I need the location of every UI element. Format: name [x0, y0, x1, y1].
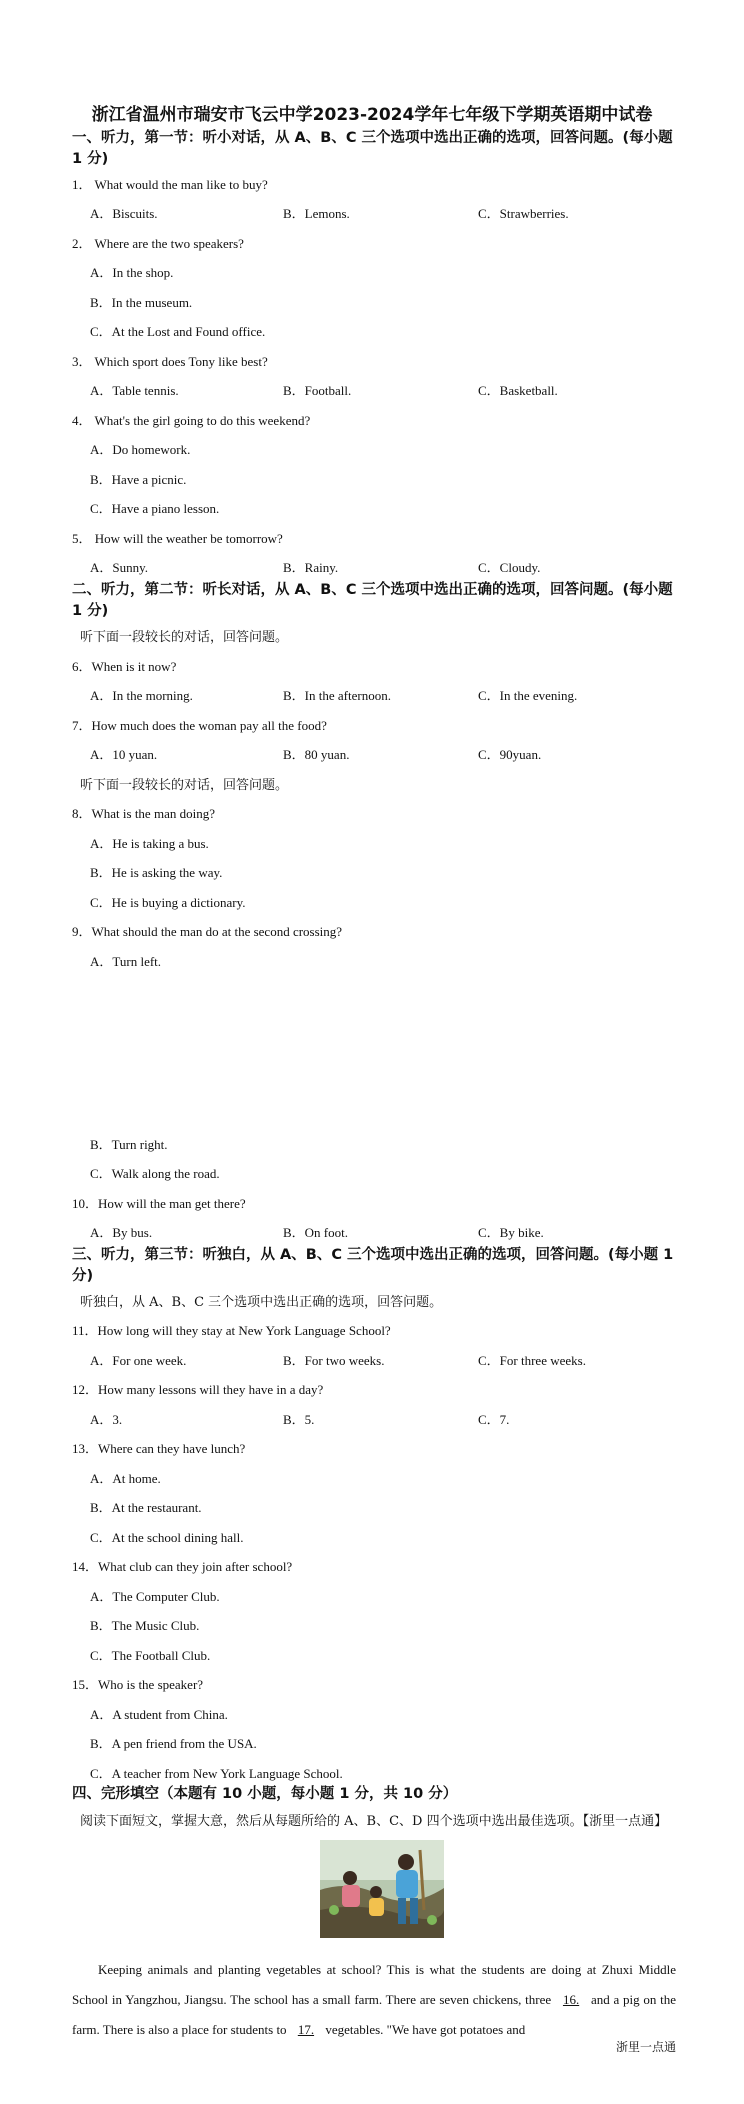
section-4-instruction: 阅读下面短文，掌握大意，然后从每题所给的 A、B、C、D 四个选项中选出最佳选项。【浙里一点通】: [80, 1814, 668, 1829]
option-5b: B．Rainy.: [283, 560, 339, 575]
option-7b: B．80 yuan.: [283, 747, 350, 762]
option-1c: C．Strawberries.: [478, 206, 569, 221]
option-5a: A．Sunny.: [90, 560, 149, 575]
option-11b: B．For two weeks.: [283, 1353, 385, 1368]
option-2a: A．In the shop.: [90, 265, 174, 280]
option-15b: B．A pen friend from the USA.: [90, 1736, 257, 1751]
option-4c: C．Have a piano lesson.: [90, 501, 220, 516]
option-4b: B．Have a picnic.: [90, 472, 187, 487]
question-4: 4． What's the girl going to do this weekend?: [72, 413, 311, 428]
option-11a: A．For one week.: [90, 1353, 187, 1368]
option-1a: A．Biscuits.: [90, 206, 158, 221]
section-2-instruction-b: 听下面一段较长的对话，回答问题。: [80, 778, 289, 793]
option-10b: B．On foot.: [283, 1225, 349, 1240]
option-8a: A．He is taking a bus.: [90, 836, 209, 851]
question-7: 7．How much does the woman pay all the food?: [72, 718, 327, 733]
option-10c: C．By bike.: [478, 1225, 544, 1240]
option-3c: C．Basketball.: [478, 383, 558, 398]
option-10a: A．By bus.: [90, 1225, 153, 1240]
question-9: 9．What should the man do at the second crossing?: [72, 924, 343, 939]
option-9c: C．Walk along the road.: [90, 1166, 220, 1181]
option-2b: B．In the museum.: [90, 295, 193, 310]
section-3-instruction: 听独白，从 A、B、C 三个选项中选出正确的选项，回答问题。: [80, 1295, 443, 1310]
passage-text-3: vegetables. "We have got potatoes and: [325, 2022, 526, 2037]
section-3-heading: 三、听力，第三节：听独白，从 A、B、C 三个选项中选出正确的选项，回答问题。(每小题 1 分): [72, 1247, 674, 1284]
option-9b: B．Turn right.: [90, 1137, 168, 1152]
question-3: 3． Which sport does Tony like best?: [72, 354, 268, 369]
option-6c: C．In the evening.: [478, 688, 578, 703]
question-12: 12．How many lessons will they have in a day?: [72, 1382, 324, 1397]
option-8c: C．He is buying a dictionary.: [90, 895, 246, 910]
section-2-heading: 二、听力，第二节：听长对话，从 A、B、C 三个选项中选出正确的选项，回答问题。(每小题 1 分): [72, 582, 673, 619]
passage-text-2: and a pig on the farm. There is also a place for students to: [72, 1992, 677, 2037]
option-1b: B．Lemons.: [283, 206, 350, 221]
section-1-heading: 一、听力，第一节：听小对话，从 A、B、C 三个选项中选出正确的选项，回答问题。(每小题 1 分): [72, 130, 673, 167]
option-2c: C．At the Lost and Found office.: [90, 324, 266, 339]
option-14c: C．The Football Club.: [90, 1648, 211, 1663]
option-15c: C．A teacher from New York Language School.: [90, 1766, 343, 1781]
question-11: 11．How long will they stay at New York Language School?: [72, 1323, 391, 1338]
option-7c: C．90yuan.: [478, 747, 542, 762]
option-7a: A．10 yuan.: [90, 747, 158, 762]
option-13b: B．At the restaurant.: [90, 1500, 202, 1515]
option-11c: C．For three weeks.: [478, 1353, 586, 1368]
section-4-heading: 四、完形填空（本题有 10 小题，每小题 1 分，共 10 分）: [72, 1786, 458, 1802]
section-2-instruction-a: 听下面一段较长的对话，回答问题。: [80, 630, 289, 645]
question-14: 14．What club can they join after school?: [72, 1559, 293, 1574]
option-13a: A．At home.: [90, 1471, 161, 1486]
option-3a: A．Table tennis.: [90, 383, 179, 398]
cloze-passage: [72, 1955, 676, 2045]
option-5c: C．Cloudy.: [478, 560, 541, 575]
option-3b: B．Football.: [283, 383, 352, 398]
page-title: 浙江省温州市瑞安市飞云中学2023-2024学年七年级下学期英语期中试卷: [91, 105, 653, 125]
option-6a: A．In the morning.: [90, 688, 193, 703]
option-15a: A．A student from China.: [90, 1707, 228, 1722]
question-5: 5． How will the weather be tomorrow?: [72, 531, 283, 546]
farm-students-photo: [320, 1840, 444, 1938]
question-6: 6．When is it now?: [72, 659, 177, 674]
option-14b: B．The Music Club.: [90, 1618, 200, 1633]
page-footer: 浙里一点通: [615, 2040, 676, 2054]
passage-text-1: Keeping animals and planting vegetables at school? This is what the students are doing at Zhuxi Middle School in Yangzhou, Jiangsu. The school has a small farm. There are seven chickens, three: [72, 1962, 676, 2007]
option-12b: B．5.: [283, 1412, 315, 1427]
question-15: 15．Who is the speaker?: [72, 1677, 204, 1692]
option-8b: B．He is asking the way.: [90, 865, 223, 880]
option-12a: A．3.: [90, 1412, 123, 1427]
blank-16: 16.: [562, 1992, 580, 2007]
question-1: 1． What would the man like to buy?: [72, 177, 268, 192]
question-10: 10．How will the man get there?: [72, 1196, 246, 1211]
blank-17: 17.: [297, 2022, 315, 2037]
option-4a: A．Do homework.: [90, 442, 191, 457]
question-8: 8．What is the man doing?: [72, 806, 215, 821]
option-6b: B．In the afternoon.: [283, 688, 391, 703]
option-12c: C．7.: [478, 1412, 510, 1427]
question-2: 2． Where are the two speakers?: [72, 236, 244, 251]
option-13c: C．At the school dining hall.: [90, 1530, 244, 1545]
option-14a: A．The Computer Club.: [90, 1589, 220, 1604]
question-13: 13．Where can they have lunch?: [72, 1441, 246, 1456]
option-9a: A．Turn left.: [90, 954, 162, 969]
